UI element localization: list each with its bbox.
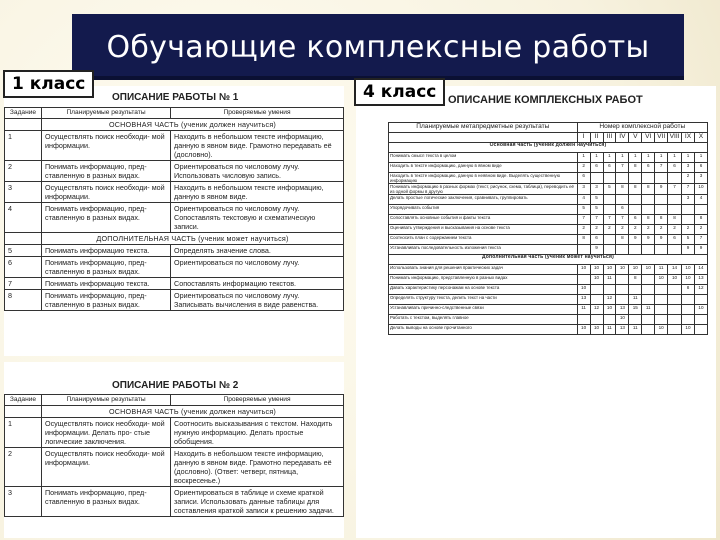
task-score (642, 173, 655, 184)
checked-skill: Находить в небольшом тексте информацию, данную в явном виде. (171, 182, 344, 203)
task-score (629, 315, 642, 325)
slide-title: Обучающие комплексные работы (106, 30, 650, 65)
task-score: 2 (694, 225, 707, 235)
task-score: 5 (590, 205, 603, 215)
task-score (694, 205, 707, 215)
task-score: 9 (682, 245, 695, 255)
table-row (5, 278, 344, 290)
task-score (603, 205, 616, 215)
task-score: 10 (694, 184, 707, 195)
task-score: 10 (655, 275, 668, 285)
work1-section-extra: ДОПОЛНИТЕЛЬНАЯ ЧАСТЬ (ученик может научиться) (42, 233, 344, 245)
task-number: 7 (5, 278, 42, 290)
work1-header-task: Задание (5, 108, 42, 119)
grade1-work1-sheet (4, 86, 344, 356)
planned-result: Понимать информацию, пред- ставленную в разных видах. (42, 257, 171, 278)
task-score: 8 (616, 235, 629, 245)
table-row (389, 215, 708, 225)
task-score: 7 (668, 184, 682, 195)
task-number: 2 (5, 161, 42, 182)
skill-description: Работать с текстом, выделять главное (389, 315, 578, 325)
planned-result: Осуществлять поиск необходи- мой информации. (42, 131, 171, 161)
task-score: 1 (655, 153, 668, 163)
task-score: 14 (668, 265, 682, 275)
task-score: 11 (603, 325, 616, 335)
task-score (616, 195, 629, 205)
task-score (642, 195, 655, 205)
task-number: 8 (5, 290, 42, 311)
task-score: 8 (629, 275, 642, 285)
task-score: 10 (590, 325, 603, 335)
task-score: 2 (642, 225, 655, 235)
work2-header-results: Планируемые результаты (42, 395, 171, 406)
planned-result: Понимать информацию, пред- ставленную в разных видах. (42, 203, 171, 233)
task-score: 10 (616, 265, 629, 275)
work-number: I (577, 133, 590, 143)
task-score: 12 (603, 295, 616, 305)
checked-skill: Ориентироваться по числовому лучу. Сопоставлять текстовую и схематическую записи. (171, 203, 344, 233)
task-score (642, 315, 655, 325)
work2-title: ОПИСАНИЕ РАБОТЫ № 2 (112, 380, 239, 391)
skill-description: Находить в тексте информацию, данную в неявном виде. Выделять существенную информацию (389, 173, 578, 184)
table-row (389, 265, 708, 275)
task-score: 11 (629, 295, 642, 305)
task-score: 3 (590, 184, 603, 195)
planned-result: Понимать информацию текста. (42, 278, 171, 290)
table-row (5, 182, 344, 203)
grade4-sheet (356, 86, 716, 538)
checked-skill: Ориентироваться по числовому лучу. Записывать вычисления в виде равенства. (171, 290, 344, 311)
work1-section-main: ОСНОВНАЯ ЧАСТЬ (ученик должен научиться) (42, 119, 344, 131)
task-score (668, 295, 682, 305)
task-score: 11 (642, 305, 655, 315)
task-score: 1 (668, 153, 682, 163)
checked-skill: Соотносить высказывания с текстом. Находить нужную информацию. Делать простые обобщения. (171, 418, 344, 448)
task-score: 6 (590, 235, 603, 245)
work-number: VIII (668, 133, 682, 143)
table-row (5, 203, 344, 233)
task-score: 10 (682, 275, 695, 285)
task-score (655, 173, 668, 184)
grade4-section-extra: Дополнительная часть (ученик может научиться) (389, 255, 708, 265)
task-score: 8 (694, 215, 707, 225)
task-score (629, 195, 642, 205)
table-row (389, 295, 708, 305)
skill-description: Давать характеристику персонажам на основе текста (389, 285, 578, 295)
task-score: 7 (616, 215, 629, 225)
skill-description: Понимать смысл текста в целом (389, 153, 578, 163)
task-score: 13 (694, 275, 707, 285)
table-row (389, 173, 708, 184)
grade4-header-works: Номер комплексной работы (577, 123, 707, 133)
work2-section-main: ОСНОВНАЯ ЧАСТЬ (ученик должен научиться) (42, 406, 344, 418)
task-score: 15 (629, 305, 642, 315)
table-row (5, 131, 344, 161)
task-score: 7 (682, 184, 695, 195)
work1-title: ОПИСАНИЕ РАБОТЫ № 1 (112, 92, 239, 103)
task-score: 10 (616, 315, 629, 325)
task-score: 6 (616, 205, 629, 215)
checked-skill: Находить в небольшом тексте информацию, данную в явном виде. Грамотно передавать её (дословно). (Ответ: четверг, пятница, воскресенье.) (171, 448, 344, 487)
task-score: 6 (668, 163, 682, 173)
checked-skill: Находить в небольшом тексте информацию, данную в явном виде. Грамотно передавать её (дословно). (171, 131, 344, 161)
table-row (389, 184, 708, 195)
task-score (590, 315, 603, 325)
task-score (603, 285, 616, 295)
task-score: 7 (577, 215, 590, 225)
task-score: 8 (642, 184, 655, 195)
table-row (5, 161, 344, 182)
task-score: 10 (682, 325, 695, 335)
task-score (642, 245, 655, 255)
skill-description: Находить в тексте информацию, данную в явном виде (389, 163, 578, 173)
task-score: 3 (577, 184, 590, 195)
task-score: 7 (603, 215, 616, 225)
task-score: 12 (590, 305, 603, 315)
task-score: 2 (668, 225, 682, 235)
task-score (577, 275, 590, 285)
task-score (668, 305, 682, 315)
task-score (590, 295, 603, 305)
task-score: 8 (629, 163, 642, 173)
task-score (694, 325, 707, 335)
task-score: 10 (603, 305, 616, 315)
task-score: 2 (655, 225, 668, 235)
task-score: 10 (590, 265, 603, 275)
work-number: V (629, 133, 642, 143)
task-score: 1 (694, 153, 707, 163)
task-score (642, 275, 655, 285)
grade4-title: ОПИСАНИЕ КОМПЛЕКСНЫХ РАБОТ (448, 94, 643, 106)
task-score: 2 (682, 173, 695, 184)
checked-skill: Ориентироваться по числовому лучу. Использовать числовую запись. (171, 161, 344, 182)
table-row (389, 325, 708, 335)
table-row (5, 487, 344, 517)
task-score: 8 (655, 215, 668, 225)
task-score: 8 (629, 184, 642, 195)
task-score: 1 (682, 153, 695, 163)
task-score: 12 (694, 285, 707, 295)
work2-header-skills: Проверяемые умения (171, 395, 344, 406)
skill-description: Понимать информацию в разных формах (текст, рисунок, схема, таблица), переводить её из одной формы в другую (389, 184, 578, 195)
task-score (682, 295, 695, 305)
task-number: 4 (5, 203, 42, 233)
task-score (655, 295, 668, 305)
task-score (629, 245, 642, 255)
task-score (616, 245, 629, 255)
task-score: 1 (629, 153, 642, 163)
task-score (577, 315, 590, 325)
task-score: 10 (694, 305, 707, 315)
grade4-table (388, 122, 708, 335)
task-score: 13 (577, 295, 590, 305)
task-score (682, 205, 695, 215)
task-score: 10 (577, 265, 590, 275)
table-row (389, 195, 708, 205)
work-number: IV (616, 133, 629, 143)
table-row (389, 275, 708, 285)
skill-description: Устанавливать последовательность изложения текста (389, 245, 578, 255)
task-score (603, 195, 616, 205)
task-score: 1 (577, 153, 590, 163)
work1-table (4, 107, 344, 311)
checked-skill: Ориентироваться по числовому лучу. (171, 257, 344, 278)
planned-result: Осуществлять поиск необходи- мой информации. (42, 182, 171, 203)
task-score (655, 315, 668, 325)
task-score (694, 315, 707, 325)
work2-header-task: Задание (5, 395, 42, 406)
task-score: 1 (590, 153, 603, 163)
task-score (616, 275, 629, 285)
task-score: 10 (655, 325, 668, 335)
table-row (5, 245, 344, 257)
task-score (668, 205, 682, 215)
table-row (389, 225, 708, 235)
task-score: 8 (682, 285, 695, 295)
grade4-label: 4 класс (354, 78, 445, 106)
task-score: 10 (668, 275, 682, 285)
task-score: 3 (682, 163, 695, 173)
task-score: 11 (655, 265, 668, 275)
task-score: 10 (577, 325, 590, 335)
planned-result: Понимать информацию, пред- ставленную в разных видах. (42, 161, 171, 182)
task-score: 10 (590, 275, 603, 285)
task-score (590, 285, 603, 295)
task-score: 3 (682, 195, 695, 205)
task-score: 11 (629, 325, 642, 335)
task-number: 2 (5, 448, 42, 487)
task-score: 9 (642, 235, 655, 245)
planned-result: Понимать информацию текста. (42, 245, 171, 257)
skill-description: Оценивать утверждения и высказывания на основе текста (389, 225, 578, 235)
task-score: 8 (577, 235, 590, 245)
task-score: 2 (682, 225, 695, 235)
task-number: 3 (5, 182, 42, 203)
planned-result: Понимать информацию, пред- ставленную в разных видах. (42, 487, 171, 517)
task-score: 9 (629, 235, 642, 245)
task-score: 10 (682, 265, 695, 275)
task-score: 1 (603, 153, 616, 163)
work-number: VI (642, 133, 655, 143)
task-score: 6 (577, 173, 590, 184)
task-score: 11 (577, 305, 590, 315)
task-score: 6 (694, 163, 707, 173)
task-score: 1 (616, 153, 629, 163)
task-score: 8 (668, 215, 682, 225)
task-score (655, 205, 668, 215)
work1-header-results: Планируемые результаты (42, 108, 171, 119)
task-score (603, 245, 616, 255)
checked-skill: Определять значение слова. (171, 245, 344, 257)
work-number: III (603, 133, 616, 143)
skill-description: Соотносить план с содержанием текста (389, 235, 578, 245)
table-row (5, 290, 344, 311)
table-row (389, 305, 708, 315)
task-score: 5 (590, 195, 603, 205)
task-score: 10 (629, 265, 642, 275)
checked-skill: Ориентироваться в таблице и схеме краткой записи. Использовать данные таблицы для составления краткой записи к решению задачи. (171, 487, 344, 517)
task-score: 10 (603, 265, 616, 275)
task-number: 5 (5, 245, 42, 257)
task-score (655, 195, 668, 205)
task-score (694, 295, 707, 305)
task-score: 2 (603, 225, 616, 235)
task-score: 7 (694, 235, 707, 245)
task-score (629, 205, 642, 215)
table-row (389, 245, 708, 255)
task-score (629, 285, 642, 295)
table-row (389, 153, 708, 163)
grade4-section-main: Основная часть (ученик должен научиться) (389, 143, 708, 153)
task-score (603, 235, 616, 245)
task-score (668, 173, 682, 184)
grade4-header-results: Планируемые метапредметные результаты (389, 123, 578, 133)
task-score (682, 315, 695, 325)
skill-description: Сопоставлять основные события и факты текста (389, 215, 578, 225)
task-score: 5 (682, 235, 695, 245)
table-row (389, 315, 708, 325)
task-number: 1 (5, 131, 42, 161)
grade1-label: 1 класс (3, 70, 94, 98)
task-score: 2 (577, 163, 590, 173)
task-score (668, 315, 682, 325)
task-number: 6 (5, 257, 42, 278)
work-number: II (590, 133, 603, 143)
task-score: 6 (642, 163, 655, 173)
checked-skill: Сопоставлять информацию текстов. (171, 278, 344, 290)
task-score (668, 245, 682, 255)
table-row (389, 163, 708, 173)
task-score (642, 295, 655, 305)
task-score: 9 (694, 245, 707, 255)
table-row (5, 418, 344, 448)
task-score (655, 285, 668, 295)
task-score: 2 (577, 225, 590, 235)
task-score: 9 (655, 235, 668, 245)
task-score: 8 (642, 215, 655, 225)
task-score: 7 (590, 215, 603, 225)
task-score: 8 (616, 184, 629, 195)
task-score: 7 (655, 163, 668, 173)
task-number: 3 (5, 487, 42, 517)
task-score (642, 205, 655, 215)
planned-result: Осуществлять поиск необходи- мой информации. (42, 448, 171, 487)
task-score: 2 (629, 225, 642, 235)
task-score: 10 (577, 285, 590, 295)
skill-description: Использовать знания для решения практических задач (389, 265, 578, 275)
table-row (389, 205, 708, 215)
task-score (668, 195, 682, 205)
table-row (5, 448, 344, 487)
work-number: X (694, 133, 707, 143)
task-score: 3 (694, 173, 707, 184)
skill-description: Определять структуру текста, делить текст на части (389, 295, 578, 305)
task-score: 10 (642, 265, 655, 275)
table-row (5, 257, 344, 278)
table-row (389, 285, 708, 295)
task-score (642, 285, 655, 295)
task-score: 13 (616, 325, 629, 335)
task-score (642, 325, 655, 335)
task-score: 6 (590, 163, 603, 173)
task-score (577, 245, 590, 255)
work1-header-skills: Проверяемые умения (171, 108, 344, 119)
task-number: 1 (5, 418, 42, 448)
task-score (603, 173, 616, 184)
grade1-work2-sheet (4, 362, 344, 538)
task-score (682, 305, 695, 315)
task-score: 13 (616, 305, 629, 315)
work-number: VII (655, 133, 668, 143)
task-score: 4 (577, 195, 590, 205)
task-score (655, 305, 668, 315)
task-score (590, 173, 603, 184)
skill-description: Делать выводы на основе прочитанного (389, 325, 578, 335)
task-score (616, 285, 629, 295)
task-score: 11 (603, 275, 616, 285)
task-score: 5 (577, 205, 590, 215)
task-score (629, 173, 642, 184)
task-score: 6 (668, 235, 682, 245)
task-score: 5 (603, 184, 616, 195)
task-score (603, 315, 616, 325)
skill-description: Упорядочивать события (389, 205, 578, 215)
task-score: 6 (629, 215, 642, 225)
skill-description: Устанавливать причинно-следственные связи (389, 305, 578, 315)
task-score (668, 325, 682, 335)
task-score: 4 (694, 195, 707, 205)
work2-table (4, 394, 344, 517)
planned-result: Понимать информацию, пред- ставленную в разных видах. (42, 290, 171, 311)
task-score: 1 (642, 153, 655, 163)
task-score: 2 (616, 225, 629, 235)
task-score (655, 245, 668, 255)
skill-description: Понимать информацию, представленную в разных видах (389, 275, 578, 285)
task-score: 2 (590, 225, 603, 235)
task-score: 14 (694, 265, 707, 275)
task-score: 7 (616, 163, 629, 173)
work-number: IX (682, 133, 695, 143)
task-score (616, 173, 629, 184)
planned-result: Осуществлять поиск необходи- мой информации. Делать про- стые логические заключения. (42, 418, 171, 448)
task-score (616, 295, 629, 305)
title-bar (72, 14, 684, 80)
task-score: 9 (655, 184, 668, 195)
task-score (668, 285, 682, 295)
task-score: 6 (603, 163, 616, 173)
task-score: 9 (590, 245, 603, 255)
grade4-header-empty (389, 133, 578, 143)
skill-description: Делать простые логические заключения, сравнивать, группировать (389, 195, 578, 205)
task-score (682, 215, 695, 225)
table-row (389, 235, 708, 245)
